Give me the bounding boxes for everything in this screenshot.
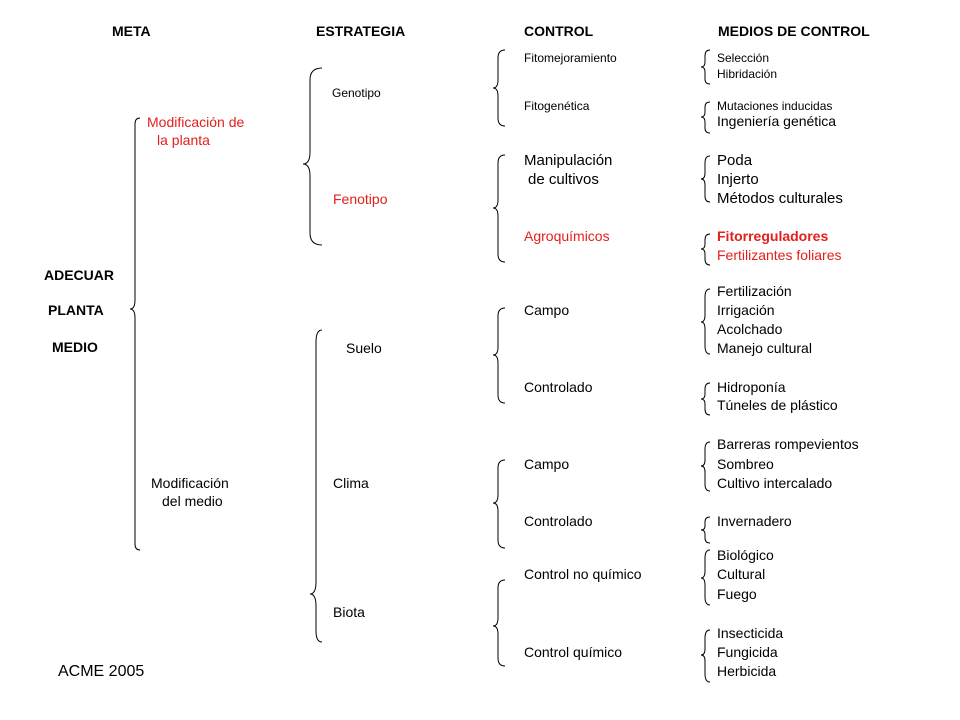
meta-plant-line1: Modificación de <box>147 114 245 130</box>
control-no-quimico: Control no químico <box>524 566 642 582</box>
brace-clima-campo <box>701 442 710 491</box>
medio-barreras: Barreras rompevientos <box>717 436 859 452</box>
control-quimico: Control químico <box>524 644 623 660</box>
footer-credit: ACME 2005 <box>58 663 145 680</box>
medio-cultural: Cultural <box>717 566 766 582</box>
brace-suelo-campo <box>701 289 710 354</box>
control-manipulacion-line2: de cultivos <box>528 171 599 188</box>
header-medios-de-control: MEDIOS DE CONTROL <box>718 23 870 39</box>
medio-hidroponia: Hidroponía <box>717 379 786 395</box>
goal-planta: PLANTA <box>48 302 104 318</box>
medio-herbicida: Herbicida <box>717 663 777 679</box>
medio-fungicida: Fungicida <box>717 644 778 660</box>
medio-biologico: Biológico <box>717 547 774 563</box>
control-clima-controlado: Controlado <box>524 513 593 529</box>
medio-injerto: Injerto <box>717 171 759 188</box>
control-clima-campo: Campo <box>524 456 570 472</box>
meta-medium-line2: del medio <box>162 493 223 509</box>
medio-fertilizantes-foliares: Fertilizantes foliares <box>717 247 842 263</box>
medio-poda: Poda <box>717 152 753 169</box>
medio-seleccion: Selección <box>717 51 770 65</box>
medio-manejo-cultural: Manejo cultural <box>717 340 812 356</box>
goal-adecuar: ADECUAR <box>44 267 114 283</box>
medio-fitorreguladores: Fitorreguladores <box>717 228 829 244</box>
brace-quimico <box>701 630 710 682</box>
estrategia-genotipo: Genotipo <box>332 86 381 100</box>
brace-medium-strategies <box>310 330 322 642</box>
medio-sombreo: Sombreo <box>717 456 774 472</box>
medio-irrigacion: Irrigación <box>717 302 775 318</box>
control-suelo-campo: Campo <box>524 302 570 318</box>
brace-suelo-control <box>493 308 505 403</box>
meta-medium-line1: Modificación <box>151 475 229 491</box>
brace-fitogenetica <box>701 102 710 133</box>
header-meta: META <box>112 23 151 39</box>
medio-metodos: Métodos culturales <box>717 190 843 207</box>
brace-fitomejoramiento <box>701 50 710 84</box>
control-suelo-controlado: Controlado <box>524 379 593 395</box>
brace-manipulacion <box>701 156 710 202</box>
brace-fenotipo-control <box>493 155 505 262</box>
brace-suelo-controlado <box>701 383 710 415</box>
brace-plant-strategies <box>303 68 322 245</box>
medio-fertilizacion: Fertilización <box>717 283 792 299</box>
medio-mutaciones: Mutaciones inducidas <box>717 99 833 113</box>
estrategia-clima: Clima <box>333 475 369 491</box>
medio-ingenieria: Ingeniería genética <box>717 113 837 129</box>
estrategia-fenotipo: Fenotipo <box>333 191 388 207</box>
brace-clima-controlado <box>701 517 710 543</box>
brace-meta <box>130 118 140 550</box>
control-agroquimicos: Agroquímicos <box>524 228 610 244</box>
meta-plant-line2: la planta <box>157 132 210 148</box>
control-fitogenetica: Fitogenética <box>524 99 590 113</box>
brace-genotipo-control <box>493 50 505 126</box>
medio-invernadero: Invernadero <box>717 513 792 529</box>
control-fitomejoramiento: Fitomejoramiento <box>524 51 617 65</box>
brace-no-quimico <box>701 550 710 605</box>
medio-insecticida: Insecticida <box>717 625 784 641</box>
header-control: CONTROL <box>524 23 594 39</box>
medio-hibridacion: Hibridación <box>717 67 778 81</box>
brace-agroquimicos <box>701 234 710 265</box>
medio-tuneles: Túneles de plástico <box>717 397 838 413</box>
brace-biota-control <box>493 580 505 666</box>
medio-cultivo-intercalado: Cultivo intercalado <box>717 475 833 491</box>
brace-clima-control <box>493 460 505 548</box>
estrategia-biota: Biota <box>333 604 365 620</box>
medio-acolchado: Acolchado <box>717 321 783 337</box>
header-estrategia: ESTRATEGIA <box>316 23 406 39</box>
estrategia-suelo: Suelo <box>346 340 382 356</box>
medio-fuego: Fuego <box>717 586 757 602</box>
goal-medio: MEDIO <box>52 339 98 355</box>
control-manipulacion-line1: Manipulación <box>524 152 613 169</box>
